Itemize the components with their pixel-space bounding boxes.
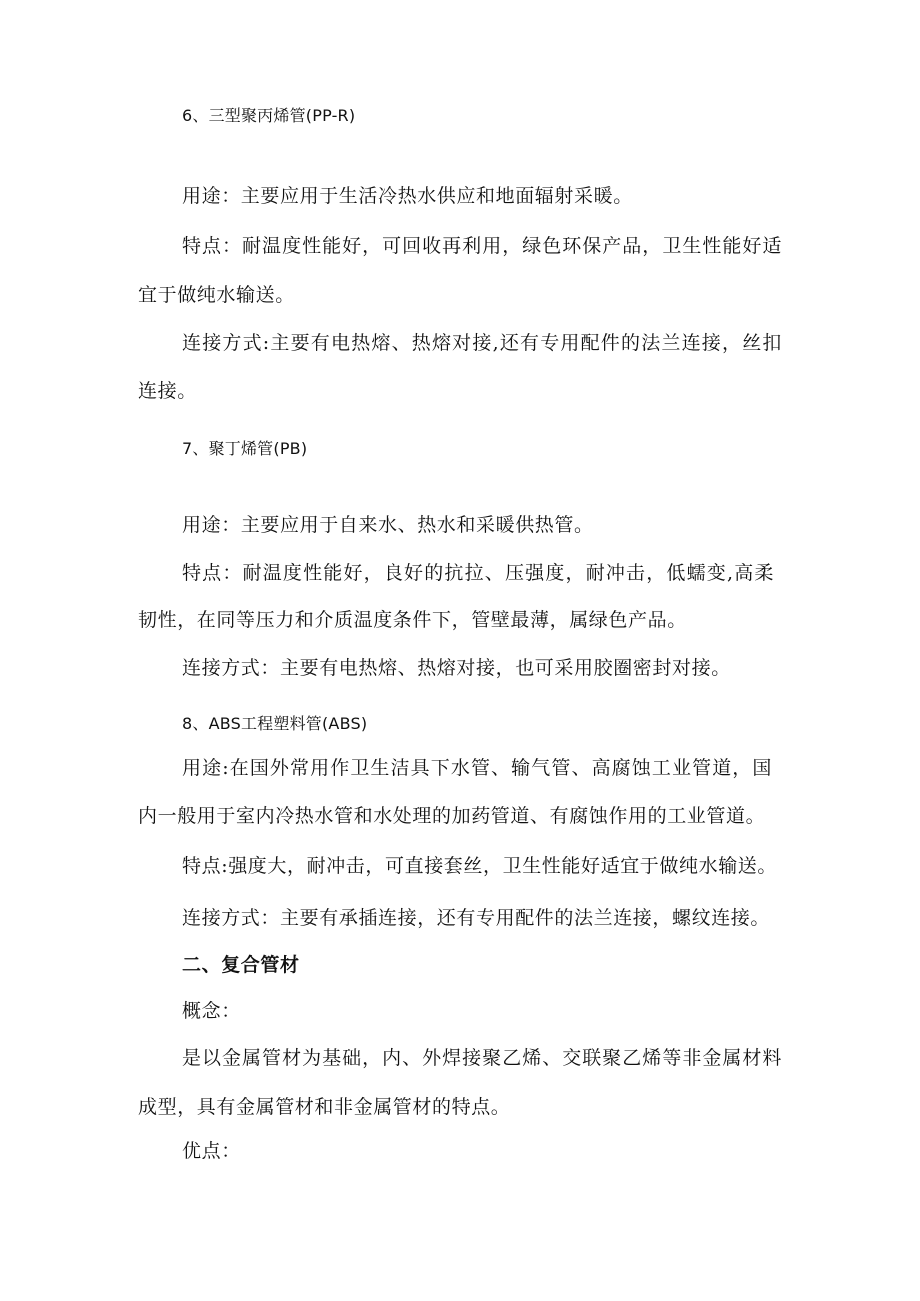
composite-concept-line-1: 是以金属管材为基础，内、外焊接聚乙烯、交联聚乙烯等非金属材料 [182,1047,782,1069]
abs-connection: 连接方式：主要有承插连接，还有专用配件的法兰连接，螺纹连接。 [182,907,771,929]
section-heading-pb: 7、聚丁烯管(PB) [182,439,308,458]
abs-usage-line-2: 内一般用于室内冷热水管和水处理的加药管道、有腐蚀作用的工业管道。 [138,805,766,827]
pp-r-features-line-2: 宜于做纯水输送。 [138,284,295,306]
pp-r-connection-line-1: 连接方式:主要有电热熔、热熔对接,还有专用配件的法兰连接，丝扣 [182,332,782,354]
abs-usage-line-1: 用途:在国外常用作卫生洁具下水管、输气管、高腐蚀工业管道，国 [182,757,772,779]
pb-features-line-1: 特点：耐温度性能好，良好的抗拉、压强度，耐冲击，低蠕变,高柔 [182,562,774,584]
composite-concept-label: 概念： [182,1000,241,1022]
section-heading-abs: 8、ABS工程塑料管(ABS) [182,714,368,733]
composite-concept-line-2: 成型，具有金属管材和非金属管材的特点。 [138,1096,511,1118]
composite-title: 二、复合管材 [182,954,300,976]
pp-r-features-line-1: 特点：耐温度性能好，可回收再利用，绿色环保产品，卫生性能好适 [182,235,782,257]
pb-connection: 连接方式：主要有电热熔、热熔对接，也可采用胶圈密封对接。 [182,657,731,679]
composite-advantages-label: 优点： [182,1140,241,1162]
section-heading-pp-r: 6、三型聚丙烯管(PP-R) [182,106,356,125]
pp-r-connection-line-2: 连接。 [138,380,197,402]
pb-features-line-2: 韧性，在同等压力和介质温度条件下，管壁最薄，属绿色产品。 [138,609,687,631]
abs-features: 特点:强度大，耐冲击，可直接套丝，卫生性能好适宜于做纯水输送。 [182,855,778,877]
pp-r-usage: 用途：主要应用于生活冷热水供应和地面辐射采暖。 [182,185,633,207]
pb-usage: 用途：主要应用于自来水、热水和采暖供热管。 [182,514,594,536]
